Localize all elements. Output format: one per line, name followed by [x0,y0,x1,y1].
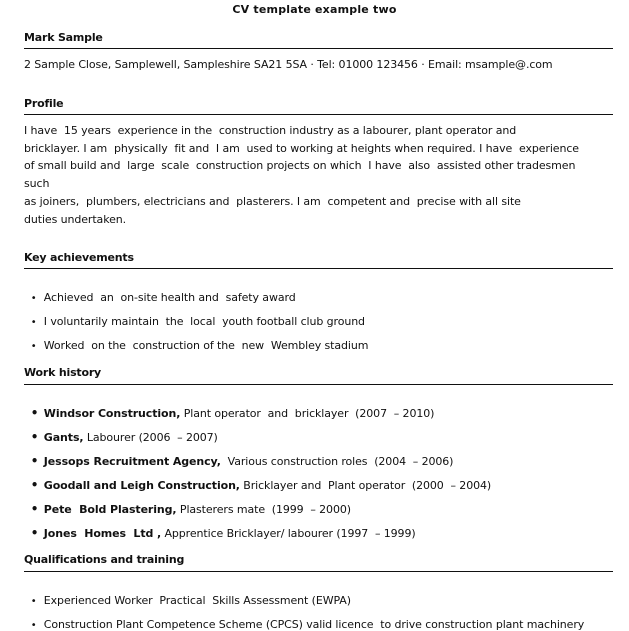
divider [24,268,613,269]
role-text: Labourer (2006 – 2007) [83,431,218,444]
profile-line: I have 15 years experience in the construction industry as a labourer, plant operator and [24,124,517,137]
achievements-heading: Key achievements [24,251,134,264]
employer-name: Jessops Recruitment Agency, [43,455,221,468]
bullet-icon: • [30,526,39,540]
achievement-text: I voluntarily maintain the local youth football club ground [43,315,365,328]
achievement-text: Worked on the construction of the new Wembley stadium [43,339,369,352]
work-history-item [24,441,453,468]
bullet-icon: • [30,478,39,492]
achievement-item [24,326,368,352]
profile-line: as joiners, plumbers, electricians and plasterers. I am competent and precise with all site [24,195,521,208]
divider [24,114,613,115]
bullet-icon: • [30,596,37,607]
divider [24,571,613,572]
candidate-name: Mark Sample [24,31,103,44]
contact-details: 2 Sample Close, Samplewell, Sampleshire SA21 5SA · Tel: 01000 123456 · Email: msample@.com [24,58,553,71]
divider [24,48,613,49]
bullet-icon: • [30,317,37,328]
work-history-item [24,393,434,420]
qualification-text: Construction Plant Competence Scheme (CPCS) valid licence to drive construction plant machinery [43,618,585,631]
role-text: Plant operator and bricklayer (2007 – 2010) [180,407,435,420]
role-text: Various construction roles (2004 – 2006) [220,455,454,468]
profile-line: bricklayer. I am physically fit and I am used to working at heights when required. I have experience [24,142,579,155]
bullet-icon: • [30,430,39,444]
profile-line: such [24,177,50,190]
work-history-item [24,417,218,444]
employer-name: Jones Homes Ltd , [43,527,162,540]
work-history-item [24,489,351,516]
role-text: Plasterers mate (1999 – 2000) [176,503,351,516]
role-text: Apprentice Bricklayer/ labourer (1997 – 1999) [161,527,416,540]
divider [24,384,613,385]
achievement-item [24,302,365,328]
achievement-item [24,278,296,304]
work-history-heading: Work history [24,366,102,379]
qualifications-heading: Qualifications and training [24,553,185,566]
work-history-item [24,513,416,540]
profile-line: of small build and large scale construction projects on which I have also assisted other tradesmen [24,159,576,172]
employer-name: Gants, [43,431,84,444]
achievement-text: Achieved an on-site health and safety award [43,291,296,304]
bullet-icon: • [30,341,37,352]
bullet-icon: • [30,454,39,468]
bullet-icon: • [30,293,37,304]
role-text: Bricklayer and Plant operator (2000 – 2004) [239,479,492,492]
profile-line: duties undertaken. [24,213,127,226]
qualification-text: Experienced Worker Practical Skills Assessment (EWPA) [43,594,351,607]
employer-name: Pete Bold Plastering, [43,503,177,516]
employer-name: Goodall and Leigh Construction, [43,479,240,492]
work-history-item [24,465,491,492]
bullet-icon: • [30,406,39,420]
document-title: CV template example two [232,3,397,16]
employer-name: Windsor Construction, [43,407,181,420]
bullet-icon: • [30,620,37,631]
qualification-item [24,581,351,607]
bullet-icon: • [30,502,39,516]
qualification-item [24,605,584,631]
profile-heading: Profile [24,97,64,110]
